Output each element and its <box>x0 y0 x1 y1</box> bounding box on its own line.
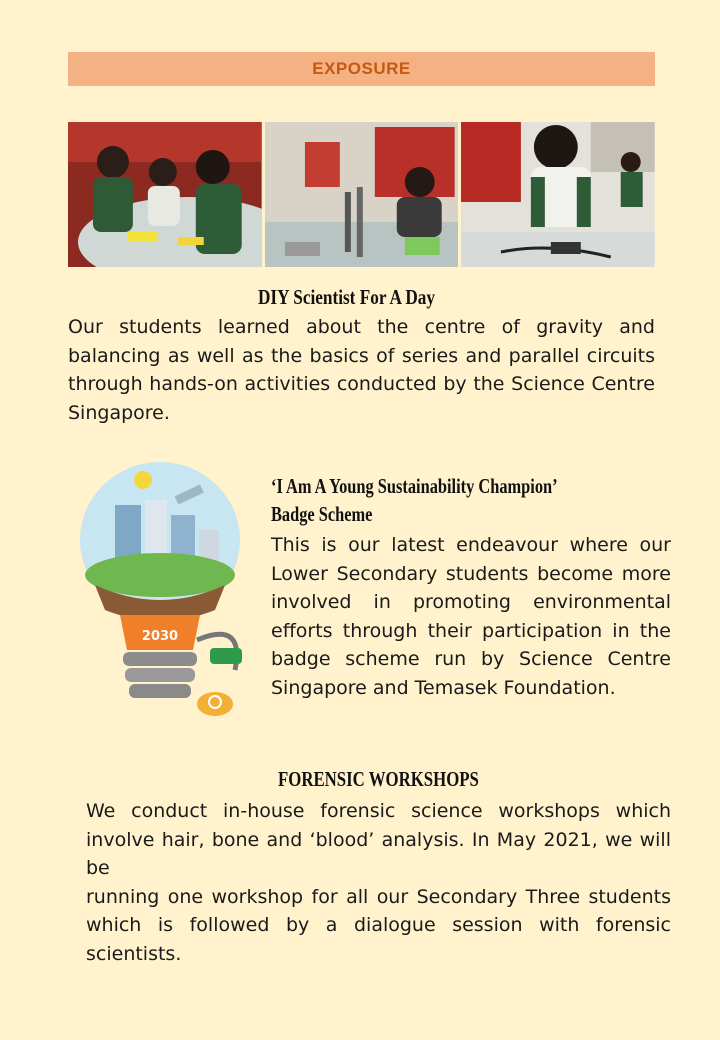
photo-student-building-circuit <box>461 122 655 267</box>
bulb-year-label: 2030 <box>141 629 179 644</box>
forensic-line: running one workshop for all our Secondary Three students <box>86 885 671 908</box>
forensic-line: involve hair, bone and ‘blood’ analysis. In May 2021, we will be <box>86 828 671 880</box>
photo-student-with-experiment <box>265 122 459 267</box>
badge-line: Lower Secondary students become more <box>271 562 671 585</box>
forensic-line: scientists. <box>86 942 182 965</box>
diy-line: Singapore. <box>68 401 170 424</box>
diy-line: Our students learned about the centre of gravity and <box>68 316 655 338</box>
badge-line: efforts through their participation in the <box>271 619 671 642</box>
forensic-line: We conduct in-house forensic science workshops which <box>86 800 671 822</box>
diy-paragraph <box>68 313 655 427</box>
forensic-line: which is followed by a dialogue session with forensic <box>86 914 671 937</box>
badge-title-line2: Badge Scheme <box>271 502 373 526</box>
diy-line: through hands-on activities conducted by the Science Centre <box>68 373 655 396</box>
badge-paragraph <box>271 531 671 703</box>
badge-title-line1: ‘I Am A Young Sustainability Champion’ <box>271 474 558 498</box>
badge-line: involved in promoting environmental <box>271 591 671 614</box>
section-banner <box>68 52 655 86</box>
photo-students-at-table <box>68 122 262 267</box>
banner-title: EXPOSURE <box>312 59 411 78</box>
forensic-title: FORENSIC WORKSHOPS <box>278 767 479 791</box>
forensic-paragraph <box>86 797 671 969</box>
photo-strip <box>68 122 655 267</box>
diy-line: balancing as well as the basics of series and parallel circuits <box>68 344 655 367</box>
sustainability-bulb-illustration <box>75 460 250 725</box>
badge-line: This is our latest endeavour where our <box>271 534 671 556</box>
diy-title: DIY Scientist For A Day <box>258 285 435 309</box>
badge-line: Singapore and Temasek Foundation. <box>271 676 616 699</box>
badge-line: badge scheme run by Science Centre <box>271 648 671 671</box>
